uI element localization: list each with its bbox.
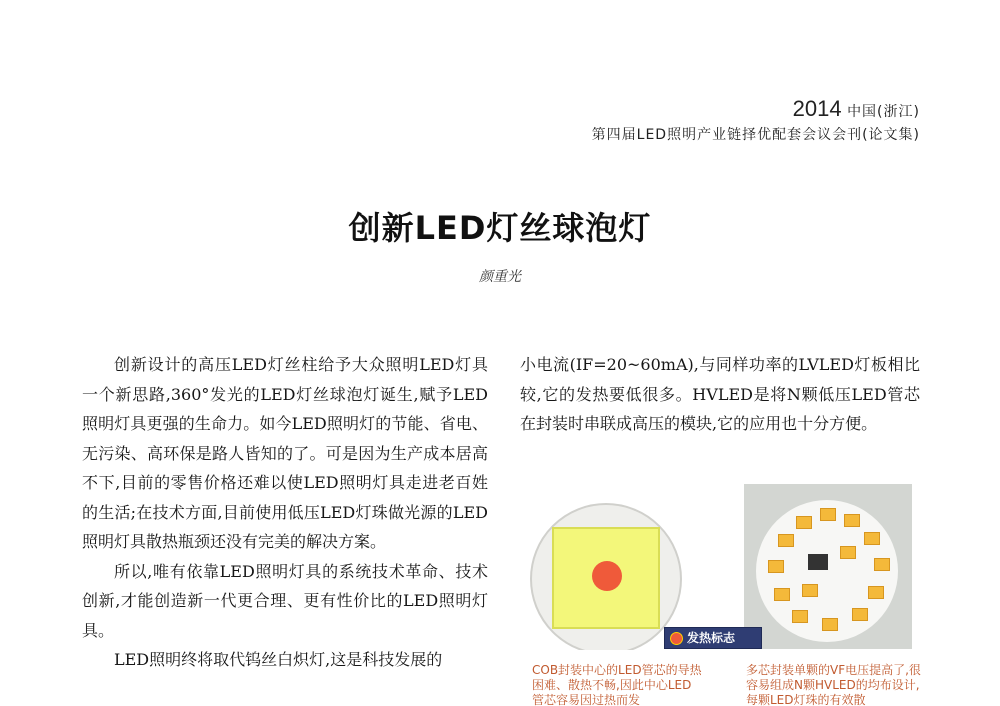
left-paragraph-3: LED照明终将取代钨丝白炽灯,这是科技发展的 xyxy=(114,650,443,669)
cob-led-photo xyxy=(530,487,712,650)
led-chip xyxy=(864,532,880,545)
header-line-1 xyxy=(592,96,920,122)
left-paragraph-2: 所以,唯有依靠LED照明灯具的系统技术革命、技术创新,才能创造新一代更合理、更有性价比的LED照明灯具。 xyxy=(82,561,488,640)
heat-marker-icon xyxy=(670,632,683,645)
heat-badge xyxy=(664,627,762,649)
led-chip xyxy=(874,558,890,571)
led-chip xyxy=(774,588,790,601)
led-chip xyxy=(840,546,856,559)
led-chip xyxy=(778,534,794,547)
caption-left: COB封装中心的LED管芯的导热困难、散热不畅,因此中心LED管芯容易因过热而发 xyxy=(532,663,702,706)
cob-phosphor-area xyxy=(552,527,660,629)
led-chip xyxy=(844,514,860,527)
right-paragraph-1: 小电流(IF=20~60mA),与同样功率的LVLED灯板相比较,它的发热要低很多。HVLED是将N颗低压LED管芯在封装时串联成高压的模块,它的应用也十分方便。 xyxy=(520,355,920,433)
header-conference: 第四届LED照明产业链择优配套会议会刊(论文集) xyxy=(591,127,920,143)
hvled-board xyxy=(756,500,898,642)
header-year: 2014 xyxy=(792,96,842,121)
hvled-board-photo xyxy=(744,484,912,649)
caption-right: 多芯封装单颗的VF电压提高了,很容易组成N颗HVLED的均布设计,每颗LED灯珠的有效散 xyxy=(746,663,921,706)
led-chip xyxy=(792,610,808,623)
led-chip xyxy=(768,560,784,573)
driver-ic xyxy=(808,554,828,570)
left-column xyxy=(82,350,488,675)
led-chip xyxy=(868,586,884,599)
journal-header xyxy=(592,96,920,144)
cob-board xyxy=(530,503,682,650)
led-chip xyxy=(852,608,868,621)
cob-hotspot xyxy=(592,561,622,591)
led-chip xyxy=(822,618,838,631)
article-author: 颜重光 xyxy=(479,269,521,285)
led-chip xyxy=(802,584,818,597)
led-chip xyxy=(796,516,812,529)
header-region: 中国(浙江) xyxy=(847,104,920,120)
heat-badge-label: 发热标志 xyxy=(687,631,736,645)
led-chip xyxy=(820,508,836,521)
right-column xyxy=(520,350,920,439)
left-paragraph-1: 创新设计的高压LED灯丝柱给予大众照明LED灯具一个新思路,360°发光的LED灯丝球泡灯诞生,赋予LED照明灯具更强的生命力。如今LED照明灯的节能、省电、无污染、高环保是路人皆知的了。可是因为生产成本居高不下,目前的零售价格还难以使LED照明灯具走进老百姓的生活;在技术方面,目前使用低压LED灯珠做光源的LED照明灯具散热瓶颈还没有完美的解决方案。 xyxy=(82,355,488,551)
article-title: 创新LED灯丝球泡灯 xyxy=(348,209,652,247)
